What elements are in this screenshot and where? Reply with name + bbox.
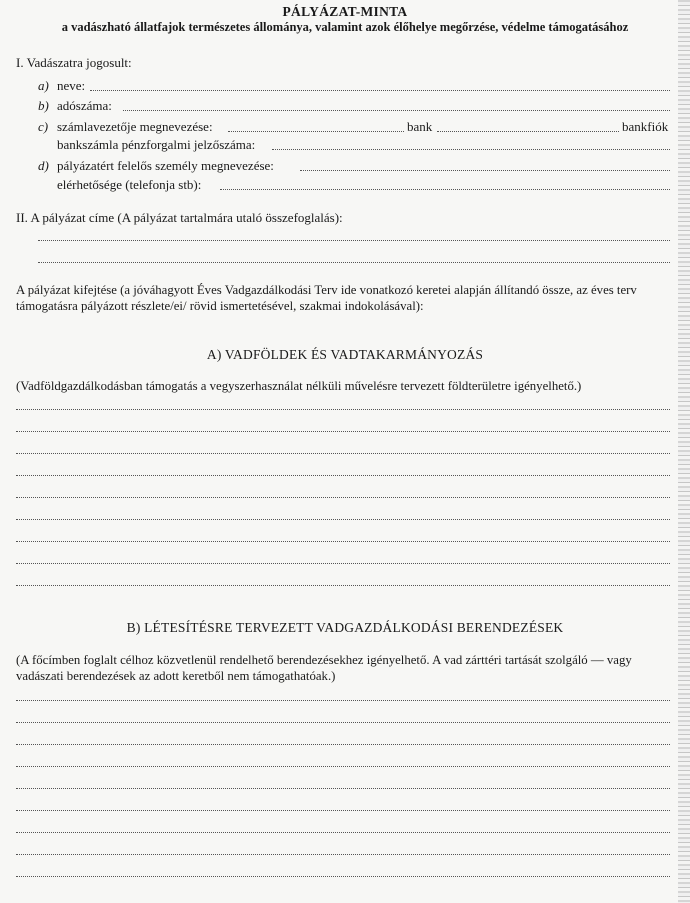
section-a-note: (Vadföldgazdálkodásban támogatás a vegyszerhasználat nélküli művelésre tervezett földterületre igényelhető.) [16,379,582,393]
form-subtitle: a vadászható állatfajok természetes állománya, valamint azok élőhelye megőrzése, védelme támogatásához [61,20,629,34]
section-b-line[interactable] [16,854,670,855]
section-a-line[interactable] [16,497,670,498]
item-a-marker: a) [38,78,49,93]
section-a-line[interactable] [16,563,670,564]
section-b-line[interactable] [16,744,670,745]
section-a-line[interactable] [16,409,670,410]
section-a-line[interactable] [16,475,670,476]
name-field[interactable] [90,90,670,91]
item-d-label: pályázatért felelős személy megnevezése: [57,158,274,173]
contact-label: elérhetősége (telefonja stb): [57,177,202,192]
section-a-line[interactable] [16,519,670,520]
section-b-line[interactable] [16,832,670,833]
bank-name-field[interactable] [228,131,404,132]
section-b-line[interactable] [16,876,670,877]
section-b-line[interactable] [16,766,670,767]
section-b-line[interactable] [16,788,670,789]
item-d-marker: d) [38,158,49,173]
account-number-field[interactable] [272,149,670,150]
section-b-line[interactable] [16,700,670,701]
item-a-label: neve: [57,78,86,93]
item-b-label: adószáma: [57,98,112,113]
section-b-note: (A főcímben foglalt célhoz közvetlenül rendelhető berendezésekhez igényelhető. A vad zárttéri tartását szolgáló — vagy vadászati berendezések az adott keretből nem támogathatóak.) [16,653,632,683]
section-1-heading: I. Vadászatra jogosult: [16,55,132,70]
tax-number-field[interactable] [123,110,670,111]
section-b-line[interactable] [16,722,670,723]
responsible-person-field[interactable] [300,170,670,171]
section-2-heading: II. A pályázat címe (A pályázat tartalmára utaló összefoglalás): [16,210,343,225]
item-b-marker: b) [38,98,49,113]
section-a-line[interactable] [16,431,670,432]
bank-label: bank [407,119,433,134]
section-b-line[interactable] [16,810,670,811]
section-b-heading: B) LÉTESÍTÉSRE TERVEZETT VADGAZDÁLKODÁSI BERENDEZÉSEK [126,620,564,635]
section-a-heading: A) VADFÖLDEK ÉS VADTAKARMÁNYOZÁS [206,347,484,362]
section-a-line[interactable] [16,541,670,542]
intro-paragraph: A pályázat kifejtése (a jóváhagyott Éves Vadgazdálkodási Terv ide vonatkozó keretei alapján állítandó össze, az éves terv támogatásra pályázott részlete/ei/ rövid ismertetésével, szakmai indokolásával): [16,283,637,313]
item-c-label: számlavezetője megnevezése: [57,119,213,134]
contact-field[interactable] [220,189,670,190]
title-line-1[interactable] [38,240,670,241]
account-number-label: bankszámla pénzforgalmi jelzőszáma: [57,137,256,152]
scanned-page-edge [678,0,690,903]
title-line-2[interactable] [38,262,670,263]
section-a-line[interactable] [16,585,670,586]
bank-branch-field[interactable] [437,131,619,132]
item-c-marker: c) [38,119,49,134]
bank-branch-label: bankfiók [622,119,669,134]
form-title: PÁLYÁZAT-MINTA [282,4,408,19]
section-a-line[interactable] [16,453,670,454]
